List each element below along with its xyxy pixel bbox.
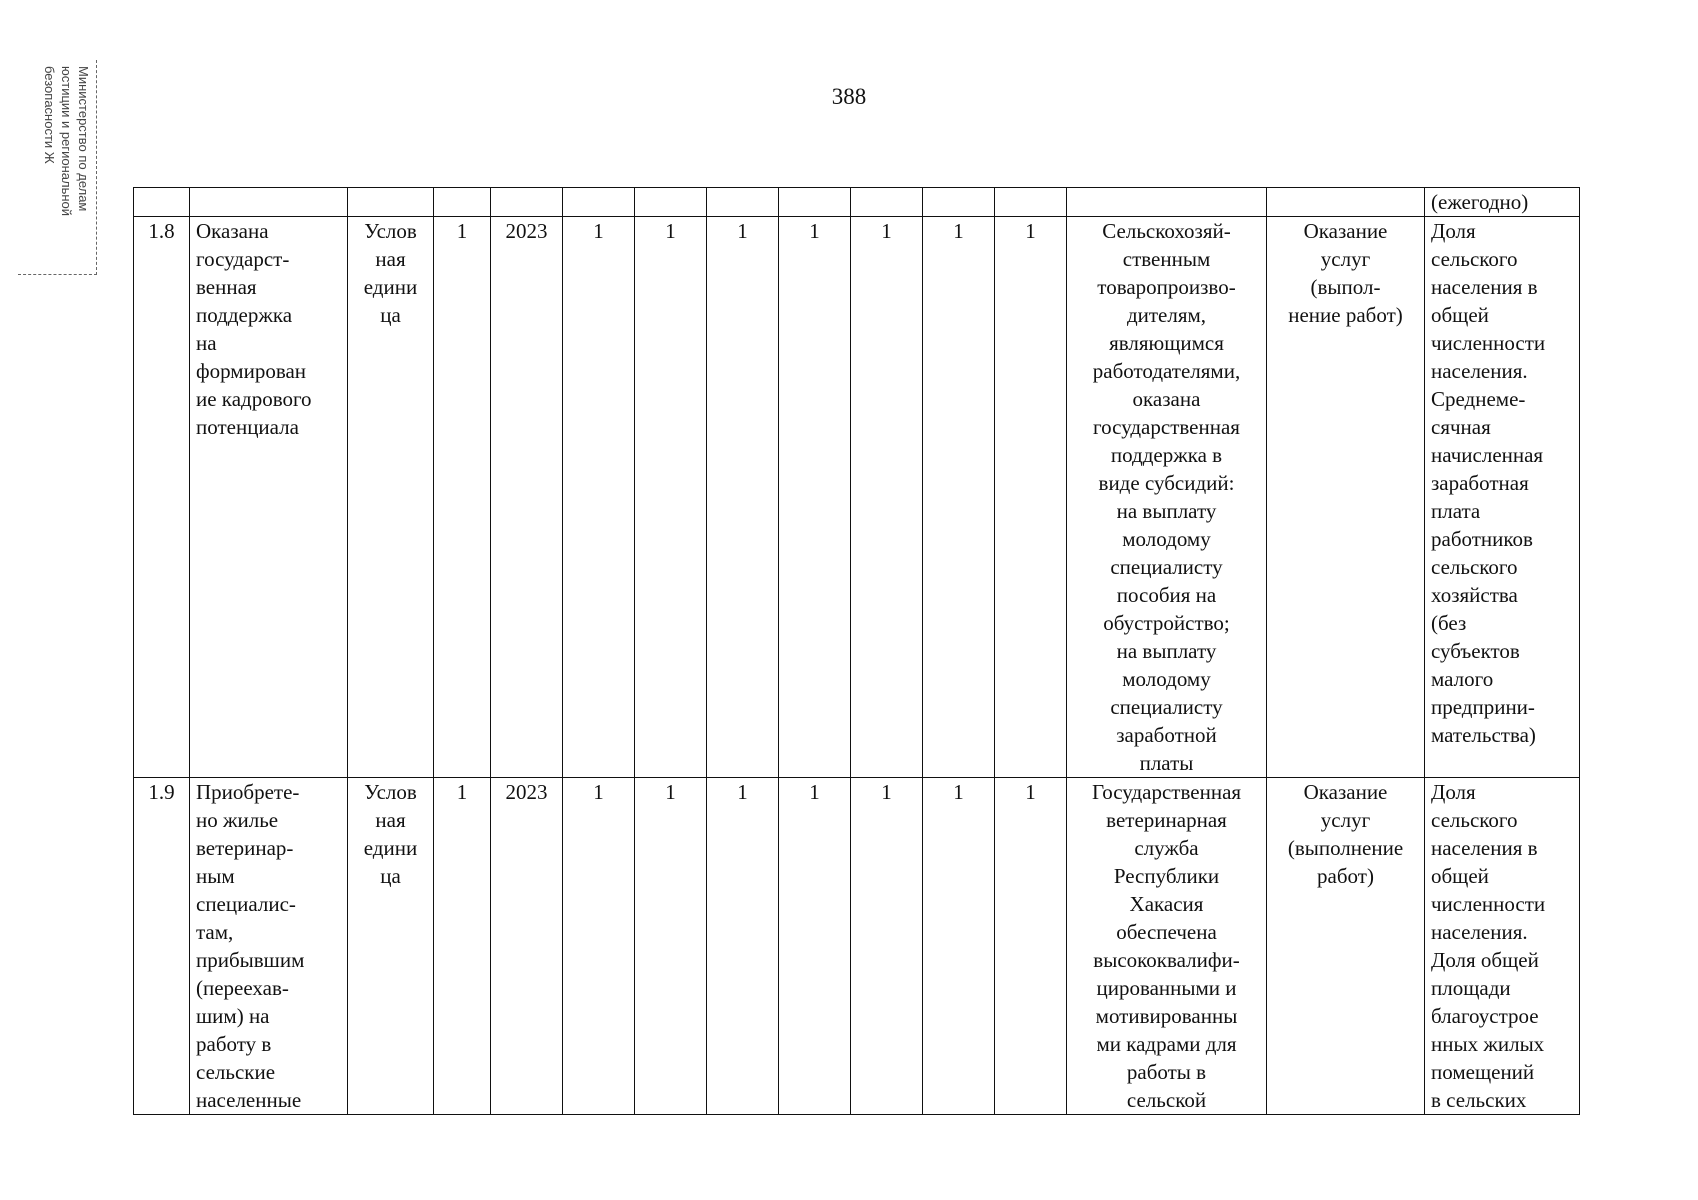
cell-result: Сельскохозяй- ственным товаропроизво- дителям, являющимся работодателями, оказана государственная поддержка в виде субсидий: на выплату молодому специалисту пособия на обустройство; на выплату молодому специалисту заработной платы [1067, 217, 1267, 778]
table-cell [134, 188, 190, 217]
stamp-line: Министерство по делам [76, 66, 91, 212]
cell-value: 1 [563, 778, 635, 1115]
table-cell [1067, 188, 1267, 217]
cell-type: Оказание услуг (выполнение работ) [1267, 778, 1425, 1115]
cell-unit: Услов ная едини ца [348, 217, 434, 778]
table-cell [707, 188, 779, 217]
cell-year: 2023 [491, 778, 563, 1115]
cell-number: 1.8 [134, 217, 190, 778]
cell-base-value: 1 [434, 778, 491, 1115]
page-number: 388 [831, 84, 867, 109]
table-cell-frequency: (ежегодно) [1425, 188, 1580, 217]
cell-value: 1 [779, 217, 851, 778]
table-row [134, 217, 1580, 778]
cell-indicator: Доля сельского населения в общей численности населения. Среднеме- сячная начисленная заработная плата работников сельского хозяйства (без субъектов малого предприни- мательства) [1425, 217, 1580, 778]
cell-value: 1 [851, 778, 923, 1115]
table-row [134, 778, 1580, 1115]
table-cell [923, 188, 995, 217]
cell-value: 1 [707, 778, 779, 1115]
cell-value: 1 [923, 217, 995, 778]
cell-indicator: Доля сельского населения в общей численности населения. Доля общей площади благоустрое нных жилых помещений в сельских [1425, 778, 1580, 1115]
table-row [134, 188, 1580, 217]
cell-value: 1 [923, 778, 995, 1115]
cell-value: 1 [851, 217, 923, 778]
cell-base-value: 1 [434, 217, 491, 778]
cell-value: 1 [563, 217, 635, 778]
table-cell [779, 188, 851, 217]
cell-value: 1 [995, 217, 1067, 778]
table-cell [563, 188, 635, 217]
table-cell [635, 188, 707, 217]
cell-name: Приобрете- но жилье ветеринар- ным специалис- там, прибывшим (переехав- шим) на работу в сельские населенные [190, 778, 348, 1115]
cell-value: 1 [707, 217, 779, 778]
cell-value: 1 [635, 778, 707, 1115]
stamp-line: юстиции и региональной [59, 66, 74, 217]
table-cell [434, 188, 491, 217]
table-cell [995, 188, 1067, 217]
cell-number: 1.9 [134, 778, 190, 1115]
cell-value: 1 [779, 778, 851, 1115]
cell-value: 1 [635, 217, 707, 778]
table-cell [190, 188, 348, 217]
table-cell [851, 188, 923, 217]
cell-year: 2023 [491, 217, 563, 778]
program-table [133, 187, 1580, 1115]
table-cell [1267, 188, 1425, 217]
cell-value: 1 [995, 778, 1067, 1115]
cell-type: Оказание услуг (выпол- нение работ) [1267, 217, 1425, 778]
table-cell [348, 188, 434, 217]
cell-result: Государственная ветеринарная служба Республики Хакасия обеспечена высококвалифи- цированными и мотивированны ми кадрами для работы в сельской [1067, 778, 1267, 1115]
table-cell [491, 188, 563, 217]
cell-unit: Услов ная едини ца [348, 778, 434, 1115]
cell-name: Оказана государст- венная поддержка на формирован ие кадрового потенциала [190, 217, 348, 778]
stamp-line: безопасности Ж [42, 66, 57, 164]
